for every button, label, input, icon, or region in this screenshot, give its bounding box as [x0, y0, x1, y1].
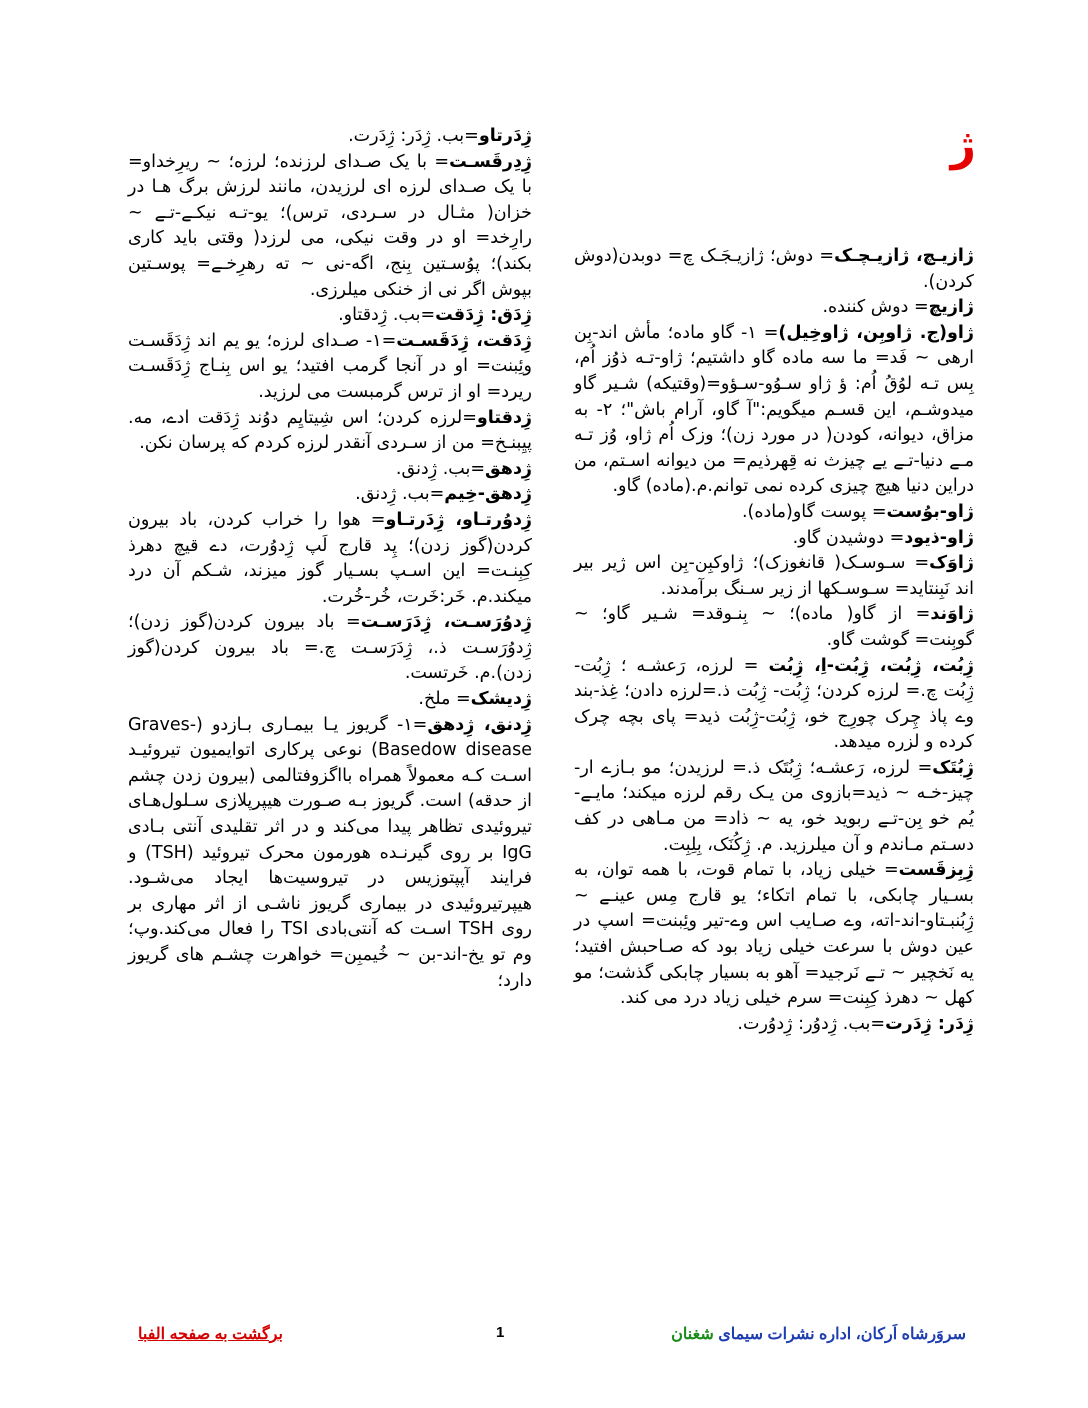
dictionary-entry — [574, 295, 974, 321]
dictionary-entry — [128, 687, 532, 713]
dictionary-entry — [574, 321, 974, 500]
dictionary-entry — [128, 713, 532, 995]
right-column — [574, 244, 974, 1037]
dictionary-entry — [128, 124, 532, 150]
entry-headword: ژِدنق، ژِدهق — [427, 714, 532, 735]
dictionary-entry — [574, 756, 974, 858]
entry-headword: ژِدَق: ژِدَقت — [435, 305, 532, 326]
entry-headword: ژِدوُرَسـت، ژِدَرَسـت — [360, 612, 532, 633]
author-name: سروَرشاه اَرکان، — [855, 1326, 966, 1343]
dictionary-entry — [128, 482, 532, 508]
entry-definition: = باد بیرون کردن(گوز زدن)؛ ژِدوُرَسـت ذ.، ژِدَرَسـت چ.= باد بیرون کردن(گوز زدن).م. خَرتست. — [128, 612, 532, 684]
dictionary-entry — [574, 1012, 974, 1038]
entry-headword: ژِبُت، ژِبُت، ژِبُت-اِ، ژِبُت — [768, 655, 974, 676]
entry-definition: = خیلی زیاد، با تمام قوت، با همه توان، به بسـیار چابکی، با تمام اتکاء؛ یو قارج مِس عینـے ~ ژِبُنبـتاو-اند-اته، وے صـایب اس وے-تیر وئِبنت= اسپ در عین دوش با سرعت خیلی زیاد بود که صـاحبش افتید؛ یه نَخچیر ~ تـے نَرجید= آهو به بسیار چابکی گذشت؛ مو کهل ~ دهرذ کِبِنت= سرم خیلی زیاد درد می کند. — [574, 860, 974, 1009]
entry-definition: = دوش کننده. — [822, 297, 929, 318]
dictionary-entry — [574, 526, 974, 552]
entry-definition: = هوا را خراب کردن، باد بیرون کردن(گوز زدن)؛ پِد قارج لَپ ژِدوُرت، دے قیچ دهرذ کِبِنـت= این اسـپ بسـیار گوز میزند، شـکم آن درد میکند.م. خَر:خَرت، خُر-خُرت. — [128, 509, 532, 607]
entry-definition: = سـوسـک( قانغوزک)؛ ژاوکبِن-بِن اس ژیر بیر اند نَبِنتاید= سـوسـکها از زیر سـنگ برآمدند. — [574, 553, 974, 599]
entry-definition: = ملخ. — [418, 689, 471, 710]
entry-definition: = از گاو( ماده)؛ ~ بِنـوقد= شـیر گاو؛ ~ گوبِنت= گوشت گاو. — [574, 604, 974, 650]
entry-headword: ژاو-بوُست — [886, 501, 974, 522]
entry-headword: ژازیچ — [928, 297, 974, 318]
dictionary-entry — [128, 610, 532, 687]
entry-headword: ژِبِزقَست — [898, 860, 974, 881]
entry-headword: ژازیـچ، ژازیـچـک — [834, 246, 974, 266]
dictionary-entry — [574, 551, 974, 602]
dictionary-entry — [128, 303, 532, 329]
left-column — [128, 124, 532, 994]
entry-headword: ژِدِرقَسـت — [449, 151, 532, 172]
dictionary-entry — [574, 602, 974, 653]
entry-definition: = ۱- گاو ماده؛ مأش اند-بِن ارهی ~ فَد= ما سه ماده گاو داشتیم؛ ژاو-تـه ذوُز اُم، بِس تـه لوُقُ اُم: ؤ ژاو سـوُو-سـؤو=(وقتیکه) شـیر گاو میدوشـم، این قسـم میگویم:"آ گاو، آرام باش"؛ ۲- به مزاق، دیوانه، کودن( در مورد زن)؛ وزک اُم ژاو، وُز تـه مـے دنیا-تـے یے چیزث نه قِهرذیم= من دیوانه اسـتم، من دراین دنیا هیچ چیزی کرده نمی توانم.م.(ماده) گاو. — [574, 322, 974, 497]
entry-definition: =بب. ژِدوُر: ژِدوُرت. — [737, 1013, 886, 1034]
entry-definition: =بب. ژِدنق. — [355, 484, 445, 505]
entry-definition: =۱- گریوز یـا بیمـاری بـازدو (Graves-Basedow disease) نوعی پرکاری اتوایمیون تیروئیـد اسـت کـه معمولاً همراه بااگزوفتالمی (بیرون زدن چشم از حدقه) است. گریوز بـه صـورت هیپرپلازی سـلول‌هـای تیروئیدی تظاهر پیدا می‌کند و در اثر تقلیدی آنتی بـادی IgG بر روی گیرنـده هورمون محرک تیروئید (TSH) و فرایند آپپتوزیس در تیروسیت‌ها ایجاد می‌شـود. هیپرتیروئیدی در بیماری گریوز ناشـی از اثر مهاری بر روی TSH اسـت که آنتی‌بادی TSI را فعال می‌کند.وپ؛ وم تو یخ-اند-بن ~ خُیمبِن= خواهرت چشـم های گریوز دارد؛ — [128, 714, 532, 991]
entry-headword: ژاو-ذیود — [904, 527, 974, 548]
entry-definition: = لرزه، رَعشـه؛ ژِبُتَک ذ.= لرزیدن؛ مو بـازے ار-چیز-خـه ~ ذید=بازوی من یـک رقم لرزه میکند؛ مایـے-یُم خو بِن-تـے ربوید خو، یه ~ ذاد= من مـاهی در کف دسـتم مـاندم و آن میلرزید. م. ژِکُنَک، بِلِبِت. — [574, 757, 974, 855]
entry-headword: ژِدقتاو — [476, 407, 532, 428]
entry-definition: = پوست گاو(ماده). — [741, 501, 887, 522]
entry-headword: ژِدوُرتـاو، ژِدَرتـاو — [385, 509, 532, 530]
dictionary-entry — [574, 244, 974, 295]
entry-headword: ژِدهق-خِیم — [444, 484, 532, 505]
entry-headword: ژِدهق — [485, 458, 532, 479]
entry-definition: = دوش؛ ژازیـجَـک چ= دوبدن(دوش کردن). — [574, 246, 974, 292]
entry-headword: ژِبُتَک — [932, 757, 974, 778]
publisher-prefix: اداره نشرات — [767, 1326, 852, 1343]
entry-headword: ژاو(ج. ژاوبِن، ژاوخِیل) — [778, 322, 974, 343]
entry-headword: ژِدیشک — [470, 689, 532, 710]
entry-headword: ژِدَرتاو — [478, 126, 532, 146]
dictionary-entry — [574, 654, 974, 756]
dictionary-entry — [128, 457, 532, 483]
entry-definition: =بب. ژِدَر: ژِدَرت. — [348, 126, 479, 146]
page-number: 1 — [496, 1324, 505, 1341]
entry-definition: = دوشیدن گاو. — [792, 527, 905, 548]
entry-definition: = لرزه، رَعشـه ؛ ژِبُت- ژِبُت چ.= لرزه کردن؛ ژِبُت- ژِبُت ذ.=لرزه دادن؛ غِذ-بند وے پاذ چِرک چورِج خو، ژِبُت-ژِبُت ذید= پای بچه چرک کرده و لزره میدهد. — [574, 655, 974, 753]
entry-definition: =بب. ژِدنق. — [395, 458, 486, 479]
publisher-name-green: شغنان — [671, 1326, 714, 1343]
back-to-alphabet-link[interactable]: برگشت به صفحه الفبا — [138, 1326, 283, 1343]
entry-headword: ژاوَند — [930, 604, 974, 625]
dictionary-entry — [128, 150, 532, 304]
dictionary-entry — [128, 329, 532, 406]
footer-credit — [671, 1324, 966, 1344]
entry-headword: ژِدَقت، ژِدَقَسـت — [396, 330, 532, 351]
entry-definition: =بب. ژِدقتاو. — [338, 305, 436, 326]
dictionary-entry — [574, 500, 974, 526]
publisher-name: سیمای — [718, 1326, 764, 1343]
page-letter-heading: ژ — [950, 120, 976, 171]
dictionary-entry — [128, 406, 532, 457]
entry-headword: ژِدَر: ژِدَرت — [885, 1013, 974, 1034]
entry-definition: =۱- صـدای لرزه؛ یو یم اند ژِدَقَسـت وئِبنت= او در آنجا گرمب افتید؛ یو اس بِنـاج ژِدَقَسـت ریرد= او از ترس گرمبست می لرزید. — [128, 330, 532, 402]
entry-definition: =لرزه کردن؛ اس شِیتایِم دوُند ژِدَقت ادے، مه. پیِبنـخ= من از سـردی آنقدر لرزه کردم که پرسان نکن. — [128, 407, 532, 454]
entry-definition: = با یک صـدای لرزنده؛ لرزه؛ ~ ریرِخداو= با یک صـدای لرزه ای لرزیدن، مانند لرزش برگ هـا در خزان( مثـال در سـردی، ترس)؛ یو-تـه نیکـے-تـے ~ رارِخد= او در وقت نیکی، می لرزد( وقتی باید کاری بکند)؛ پوُسـتین بِنج، اگه-نی ~ ته رهرِخـے= پوسـتین بپوش اگر نی از خنکی میلرزی. — [128, 151, 532, 300]
dictionary-entry — [574, 858, 974, 1012]
entry-headword: ژاوَک — [929, 553, 974, 574]
dictionary-entry — [128, 508, 532, 610]
